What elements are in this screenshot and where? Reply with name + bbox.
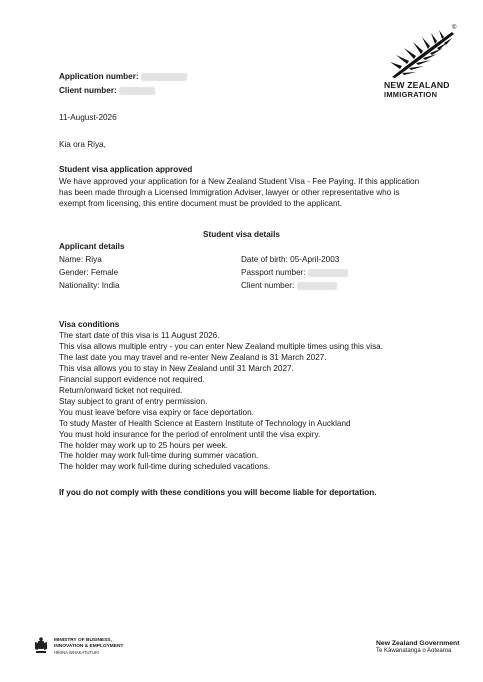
application-number-row: [59, 71, 187, 82]
approval-line: exempt from licensing, this entire document must be provided to the applicant.: [59, 199, 343, 208]
passport-number-label: Passport number:: [241, 268, 306, 277]
client-number-redacted: [119, 87, 155, 95]
gov-text-english: New Zealand Government: [376, 640, 460, 647]
visa-conditions-heading: Visa conditions: [59, 320, 120, 329]
mbie-logo: [34, 637, 184, 659]
application-number-redacted: [141, 73, 187, 81]
condition-item: This visa allows multiple entry - you can enter New Zealand multiple times using this visa.: [59, 341, 383, 351]
section-title-visa-details: Student visa details: [203, 230, 280, 239]
condition-item: You must hold insurance for the period of enrolment until the visa expiry.: [59, 429, 321, 439]
deportation-warning: If you do not comply with these conditions you will become liable for deportation.: [59, 488, 377, 497]
approval-line: We have approved your application for a New Zealand Student Visa - Fee Paying. If this application: [59, 177, 420, 186]
details-client-number-row: [241, 280, 337, 291]
coat-of-arms-icon: [34, 637, 48, 655]
logo-text-new-zealand: NEW ZEALAND: [384, 80, 450, 90]
applicant-name: Name: Riya: [59, 255, 102, 264]
silver-fern-icon: [386, 28, 456, 78]
nz-immigration-logo: [384, 25, 464, 100]
mbie-text-line1: MINISTRY OF BUSINESS,: [54, 638, 112, 643]
visa-conditions-list: [59, 331, 383, 473]
condition-item: This visa allows you to stay in New Zealand until 31 March 2027.: [59, 363, 294, 373]
client-number-row: [59, 85, 155, 96]
nz-government-logo: [376, 640, 459, 654]
applicant-details-heading: Applicant details: [59, 242, 125, 251]
mbie-text-line3: HĪKINA WHAKATUTUKI: [54, 650, 100, 655]
condition-item: The holder may work full-time during summer vacation.: [59, 451, 259, 461]
condition-item: Stay subject to grant of entry permission.: [59, 396, 208, 406]
passport-number-redacted: [308, 269, 348, 277]
details-client-number-redacted: [297, 282, 337, 290]
applicant-nationality: Nationality: India: [59, 281, 120, 290]
applicant-dob: Date of birth: 05-April-2003: [241, 255, 340, 264]
condition-item: The holder may work full-time during scheduled vacations.: [59, 462, 271, 472]
logo-text-immigration: IMMIGRATION: [384, 90, 438, 99]
condition-item: Return/onward ticket not required.: [59, 385, 183, 395]
approval-paragraph: [59, 176, 429, 209]
applicant-gender: Gender: Female: [59, 268, 119, 277]
greeting: Kia ora Riya,: [59, 140, 106, 149]
condition-item: The holder may work up to 25 hours per week.: [59, 440, 228, 450]
condition-item: To study Master of Health Science at Eastern Institute of Technology in Auckland: [59, 418, 351, 428]
details-client-number-label: Client number:: [241, 281, 295, 290]
condition-item: The last date you may travel and re-enter New Zealand is 31 March 2027.: [59, 352, 327, 362]
condition-item: You must leave before visa expiry or face deportation.: [59, 407, 254, 417]
condition-item: The start date of this visa is 11 August 2026.: [59, 331, 220, 340]
approval-line: has been made through a Licensed Immigration Adviser, lawyer or other representative who is: [59, 188, 400, 197]
client-number-label: Client number:: [59, 86, 117, 95]
mbie-text-line2: INNOVATION & EMPLOYMENT: [54, 644, 124, 649]
letter-date: 11-August-2026: [59, 113, 117, 122]
approval-heading: Student visa application approved: [59, 165, 193, 174]
passport-number-row: [241, 267, 348, 278]
registered-mark: ®: [452, 25, 457, 31]
condition-item: Financial support evidence not required.: [59, 374, 205, 384]
application-number-label: Application number:: [59, 72, 139, 81]
gov-text-maori: Te Kāwanatanga o Aotearoa: [376, 648, 452, 654]
